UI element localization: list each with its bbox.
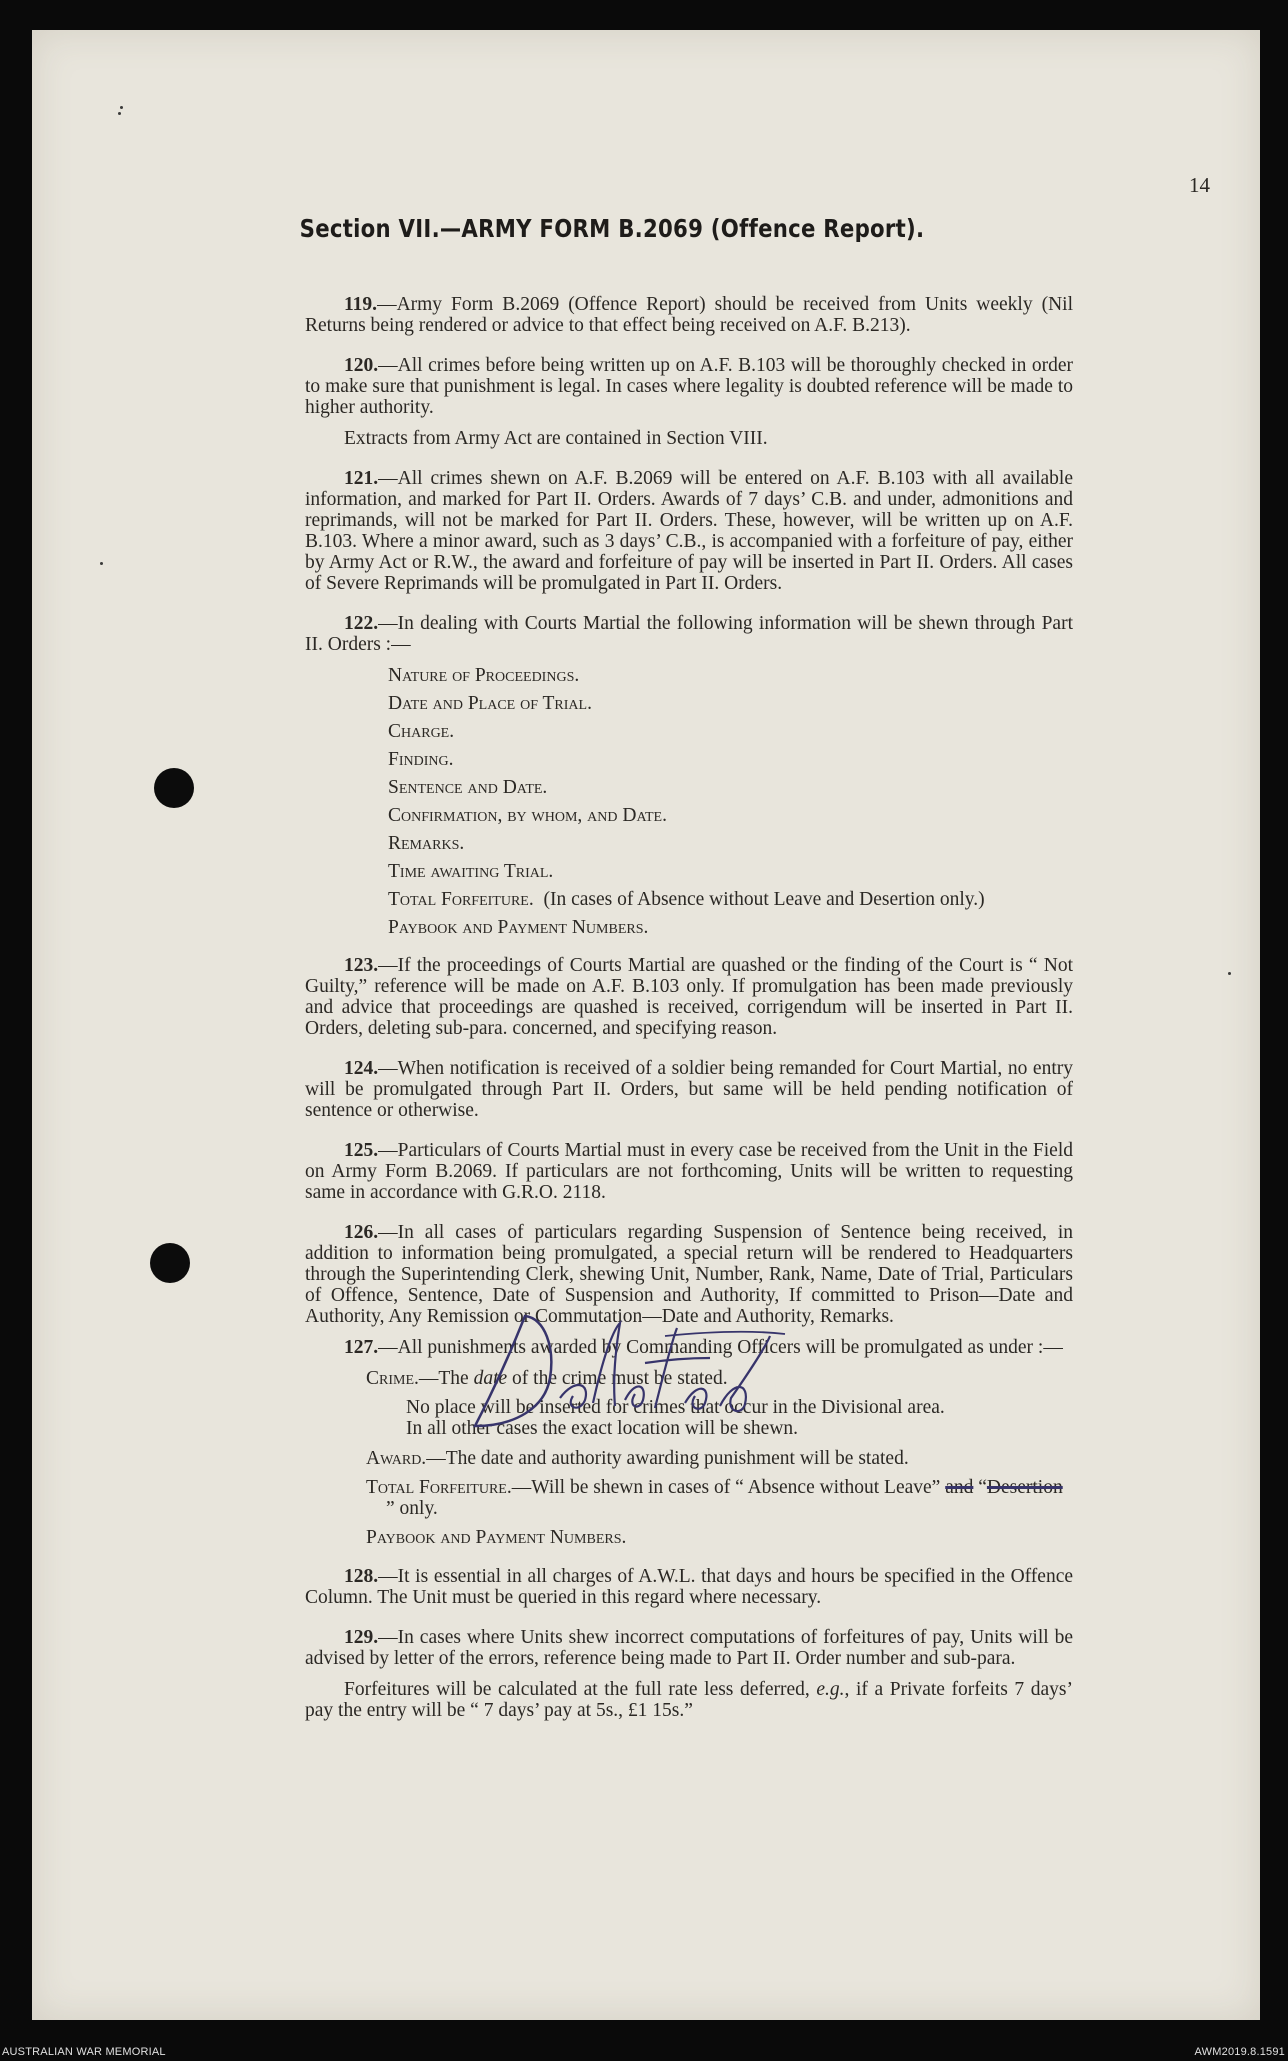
paragraph-text: —All crimes shewn on A.F. B.2069 will be entered on A.F. B.103 with all available information, and marked for Part II. Orders. Awards of 7 days’ C.B. and under, admonitions and reprimands, will not be marked for Part II. Orders. These, however, will be written up on A.F. B.103. Where a minor award, such as 3 days’ C.B., is accompanied with a forfeiture of pay, either by Army Act or R.W., the award and forfeiture of pay will be inserted in Part II. Orders. All cases of Severe Reprimands will be promulgated in Part II. Orders. — [305, 468, 1073, 594]
total-forfeiture-text: —Will be shewn in cases of “ Absence without Leave” — [511, 1477, 946, 1498]
paragraph-number: 129. — [344, 1627, 379, 1648]
crime-note-1: No place will be inserted for crimes that occur in the Divisional area. — [406, 1397, 945, 1418]
paragraph-128 — [305, 1566, 1073, 1608]
paragraph-number: 120. — [344, 355, 379, 376]
crime-text-pre: —The — [418, 1368, 474, 1389]
ink-stroke — [475, 1316, 551, 1426]
open-quote: “ — [978, 1477, 987, 1498]
paragraph-number: 125. — [344, 1140, 379, 1161]
punch-hole-lower — [150, 1243, 190, 1283]
footer-source: AUSTRALIAN WAR MEMORIAL — [2, 2046, 166, 2058]
paragraph-number: 126. — [344, 1222, 379, 1243]
paragraph-123 — [305, 955, 1073, 1039]
court-martial-list — [305, 665, 1073, 938]
ink-stroke — [720, 1336, 770, 1411]
crime-text-date: date — [473, 1368, 508, 1389]
ink-stroke — [645, 1328, 710, 1408]
list-item-note: (In cases of Absence without Leave and Desertion only.) — [543, 889, 985, 910]
struck-word-desertion: Desertion — [986, 1477, 1063, 1498]
list-item: Time awaiting Trial. — [388, 861, 554, 882]
paper-speck — [1228, 972, 1231, 975]
paragraph-text: —In all cases of particulars regarding Suspension of Sentence being received, in addition to information being promulgated, a special return will be rendered to Headquarters through the Superintending Clerk, shewing Unit, Number, Rank, Name, Date of Trial, Particulars of Offence, Sentence, Date of Suspension and Authority, If committed to Prison—Date and Authority, Any Remission or Commutation—Date and Authority, Remarks. — [305, 1222, 1073, 1327]
list-item-total-forfeiture — [388, 889, 1073, 910]
paragraph-120 — [305, 355, 1073, 418]
paragraph-120-note: Extracts from Army Act are contained in Section VIII. — [344, 428, 768, 449]
paragraph-125 — [305, 1140, 1073, 1203]
total-forfeiture-label: Total Forfeiture. — [366, 1477, 512, 1498]
paragraph-122 — [305, 613, 1073, 655]
ink-stroke — [665, 1332, 785, 1336]
list-item-label: Total Forfeiture. — [388, 889, 534, 910]
paragraph-text: —In dealing with Courts Martial the following information will be shewn through Part II. Orders :— — [305, 613, 1073, 655]
punch-hole-upper — [154, 768, 194, 808]
paragraph-text: —Particulars of Courts Martial must in every case be received from the Unit in the Field on Army Form B.2069. If particulars are not forthcoming, Units will be written to requesting same in accordance with G.R.O. 2118. — [305, 1140, 1073, 1203]
struck-word-and: and — [945, 1477, 974, 1498]
paper-speck — [118, 112, 121, 115]
paragraph-text: —All punishments awarded by Commanding Officers will be promulgated as under :— — [378, 1337, 1063, 1358]
list-item: Charge. — [388, 721, 455, 742]
document-body — [305, 294, 1073, 1740]
ink-stroke — [685, 1389, 706, 1409]
paragraph-119 — [305, 294, 1073, 336]
list-item: Sentence and Date. — [388, 777, 548, 798]
paragraph-number: 127. — [344, 1337, 379, 1358]
ink-stroke — [625, 1386, 644, 1406]
award-text: —The date and authority awarding punishment will be stated. — [426, 1448, 909, 1469]
paragraph-number: 124. — [344, 1058, 379, 1079]
total-forfeiture-end: ” only. — [386, 1498, 438, 1519]
paragraph-number: 123. — [344, 955, 379, 976]
paybook-line — [305, 1527, 1073, 1548]
paper-speck — [120, 106, 123, 109]
crime-note-2: In all other cases the exact location will be shewn. — [406, 1418, 799, 1439]
note-text-eg: e.g. — [816, 1679, 845, 1700]
list-item: Confirmation, by whom, and Date. — [388, 805, 667, 826]
paragraph-text: —Army Form B.2069 (Offence Report) should be received from Units weekly (Nil Returns being rendered or advice to that effect being received on A.F. B.213). — [305, 294, 1073, 336]
footer-catalogue-id: AWM2019.8.1591 — [1194, 2046, 1285, 2058]
paybook-label: Paybook and Payment Numbers. — [366, 1527, 627, 1548]
crime-text-post: of the crime must be stated. — [507, 1368, 728, 1389]
award-line — [305, 1448, 1073, 1469]
award-label: Award. — [366, 1448, 427, 1469]
paragraph-124 — [305, 1058, 1073, 1121]
paper-speck — [100, 562, 103, 565]
paragraph-text: —If the proceedings of Courts Martial are quashed or the finding of the Court is “ Not Guilty,” reference will be made on A.F. B.103 only. If promulgation has been made previously and advice that proceedings are quashed is received, corrigendum will be inserted in Part II. Orders, deleting sub-para. concerned, and specifying reason. — [305, 955, 1073, 1039]
paragraph-129 — [305, 1627, 1073, 1669]
total-forfeiture-line — [305, 1477, 1073, 1519]
list-item: Finding. — [388, 749, 454, 770]
paragraph-number: 121. — [344, 468, 379, 489]
paragraph-text: —All crimes before being written up on A.F. B.103 will be thoroughly checked in order to make sure that punishment is legal. In cases where legality is doubted reference will be made to higher authority. — [305, 355, 1073, 418]
paragraph-text: —In cases where Units shew incorrect computations of forfeitures of pay, Units will be advised by letter of the errors, reference being made to Part II. Order number and sub-para. — [305, 1627, 1073, 1669]
paragraph-text: —It is essential in all charges of A.W.L. that days and hours be specified in the Offence Column. The Unit must be queried in this regard where necessary. — [305, 1566, 1073, 1608]
ink-stroke — [593, 1323, 620, 1406]
handwritten-deletion-mark — [465, 1308, 795, 1438]
note-text-post: , if a Private forfeits 7 days’ pay the entry will be “ 7 days’ pay at 5s., £1 15s.” — [305, 1679, 1073, 1721]
paragraph-number: 128. — [344, 1566, 379, 1587]
paragraph-129-note — [305, 1679, 1073, 1721]
paragraph-121 — [305, 468, 1073, 594]
list-item: Nature of Proceedings. — [388, 665, 580, 686]
crime-label: Crime. — [366, 1368, 419, 1389]
page-number: 14 — [1189, 173, 1210, 197]
paragraph-text: —When notification is received of a soldier being remanded for Court Martial, no entry will be promulgated through Part II. Orders, but same will be held pending notification of sentence or otherwise. — [305, 1058, 1073, 1121]
paragraph-number: 119. — [344, 294, 378, 315]
list-item: Date and Place of Trial. — [388, 693, 592, 714]
list-item: Paybook and Payment Numbers. — [388, 917, 649, 938]
list-item: Remarks. — [388, 833, 465, 854]
ink-stroke — [560, 1385, 586, 1408]
paragraph-number: 122. — [344, 613, 379, 634]
section-title: Section VII.—ARMY FORM B.2069 (Offence Report). — [299, 214, 925, 243]
note-text-pre: Forfeitures will be calculated at the full rate less deferred, — [344, 1679, 817, 1700]
